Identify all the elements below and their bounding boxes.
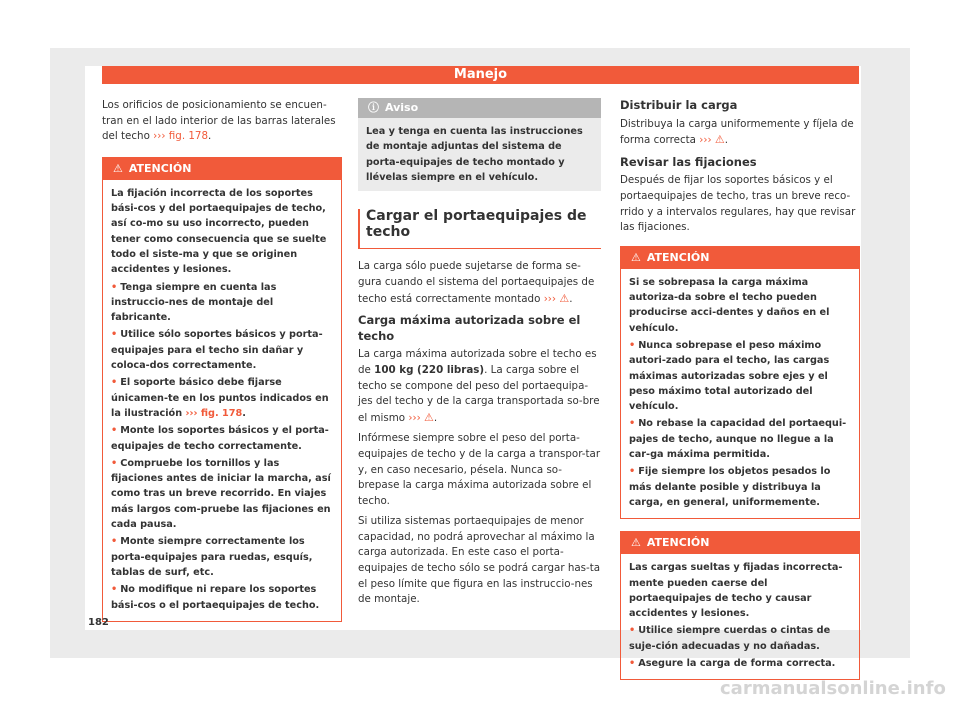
note-header: ⓘ Aviso: [358, 98, 601, 118]
list-item: • Utilice sólo soportes básicos y porta-equipajes para el techo sin dañar y coloca-dos correctamente.: [111, 329, 323, 372]
warning-body: [621, 269, 859, 518]
warning-icon: ⚠: [631, 250, 641, 264]
section-heading: Cargar el portaequipajes de techo: [358, 209, 601, 249]
list-item: • No rebase la capacidad del portaequi-pajes de techo, aunque no llegue a la car-ga máxima permitida.: [629, 418, 847, 461]
warning-icon: ⚠: [631, 536, 641, 550]
paragraph: Si utiliza sistemas portaequipajes de menor capacidad, no podrá aprovechar al máximo la carga autorizada. En este caso el porta-equipajes de techo sólo se podrá cargar has-ta el peso límite que figura en las instruccio-nes de montaje.: [358, 515, 601, 606]
warning-lead: Si se sobrepasa la carga máxima autoriza-da sobre el techo pueden producirse acci-dentes y daños en el vehículo.: [629, 276, 830, 334]
section-header: Manejo: [102, 66, 859, 84]
paragraph: Distribuya la carga uniformemente y fíjela de forma correcta ››› ⚠.: [620, 117, 854, 147]
note-box: [358, 98, 601, 191]
warning-box: [102, 157, 342, 622]
column-3: [620, 98, 860, 688]
subheading: Carga máxima autorizada sobre el techo: [358, 313, 581, 343]
note-body: Lea y tenga en cuenta las instrucciones de montaje adjuntas del sistema de porta-equipajes de techo montado y llévelas siempre en el vehículo.: [366, 126, 583, 183]
warning-icon: ⚠: [714, 133, 725, 147]
warning-body: [621, 554, 859, 679]
list-item: • Asegure la carga de forma correcta.: [629, 657, 836, 669]
warning-body: [103, 180, 341, 621]
watermark: carmanualsonline.info: [720, 678, 946, 699]
warning-header: ⚠ ATENCIÓN: [621, 247, 859, 269]
info-icon: ⓘ: [368, 101, 379, 114]
warning-lead: La fijación incorrecta de los soportes bási-cos y del portaequipajes de techo, así co-mo su uso incorrecto, pueden tener como consecuencia que se suelte todo el siste-ma y que se originen accidentes y lesiones.: [111, 187, 327, 276]
page-number: 182: [88, 617, 109, 628]
list-item: • El soporte básico debe fijarse únicamen-te en los puntos indicados en la ilustración ››› fig. 178.: [111, 377, 329, 419]
column-1: [102, 98, 342, 630]
column-2: [358, 98, 601, 613]
paragraph: La carga máxima autorizada sobre el techo es de 100 kg (220 libras). La carga sobre el techo se compone del peso del portaequipa-jes del techo y de la carga transportada so-bre el mismo ››› ⚠.: [358, 348, 600, 424]
list-item: • Nunca sobrepase el peso máximo autori-zado para el techo, las cargas máximas autorizadas sobre ejes y el peso máximo total autorizado del vehículo.: [629, 339, 830, 413]
warning-header: ⚠ ATENCIÓN: [103, 158, 341, 180]
warning-box: [620, 246, 860, 519]
warning-icon: ⚠: [113, 161, 123, 175]
list-item: • Monte siempre correctamente los porta-equipajes para ruedas, esquís, tablas de surf, etc.: [111, 536, 313, 578]
warning-box: [620, 531, 860, 680]
paragraph: Infórmese siempre sobre el peso del porta-equipajes de techo y de la carga a transpor-tar y, en caso necesario, pésela. Nunca so-brepase la carga máxima autorizada sobre el techo.: [358, 432, 601, 507]
list-item: • Tenga siempre en cuenta las instruccio-nes de montaje del fabricante.: [111, 281, 277, 324]
list-item: • No modifique ni repare los soportes bási-cos o el portaequipajes de techo.: [111, 584, 320, 611]
list-item: • Compruebe los tornillos y las fijaciones antes de iniciar la marcha, así como tras un breve recorrido. En viajes más largos com-pruebe las fijaciones en cada pausa.: [111, 457, 331, 531]
fig-link[interactable]: fig. 178: [168, 130, 209, 143]
fig-link[interactable]: ››› fig. 178: [185, 407, 243, 419]
warning-icon: ⚠: [559, 291, 570, 305]
warning-header: ⚠ ATENCIÓN: [621, 532, 859, 554]
subheading: Distribuir la carga: [620, 98, 738, 112]
subheading: Revisar las fijaciones: [620, 154, 757, 169]
warning-icon: ⚠: [423, 410, 434, 424]
intro-paragraph: Los orificios de posicionamiento se encuen-tran en el lado interior de las barras laterales del techo ››› fig. 178.: [102, 99, 336, 143]
list-item: • Utilice siempre cuerdas o cintas de suje-ción adecuadas y no dañadas.: [629, 625, 831, 652]
warning-lead: Las cargas sueltas y fijadas incorrecta-mente pueden caerse del portaequipajes de techo y causar accidentes y lesiones.: [629, 562, 843, 620]
paragraph: Después de fijar los soportes básicos y el portaequipajes de techo, tras un breve reco-rrido y a intervalos regulares, hay que revisar las fijaciones.: [620, 174, 856, 234]
list-item: • Monte los soportes básicos y el porta-equipajes de techo correctamente.: [111, 425, 329, 452]
list-item: • Fije siempre los objetos pesados lo más delante posible y distribuya la carga, en general, uniformemente.: [629, 466, 831, 508]
paragraph: La carga sólo puede sujetarse de forma se-gura cuando el sistema del portaequipajes de techo está correctamente montado ››› ⚠.: [358, 260, 595, 305]
